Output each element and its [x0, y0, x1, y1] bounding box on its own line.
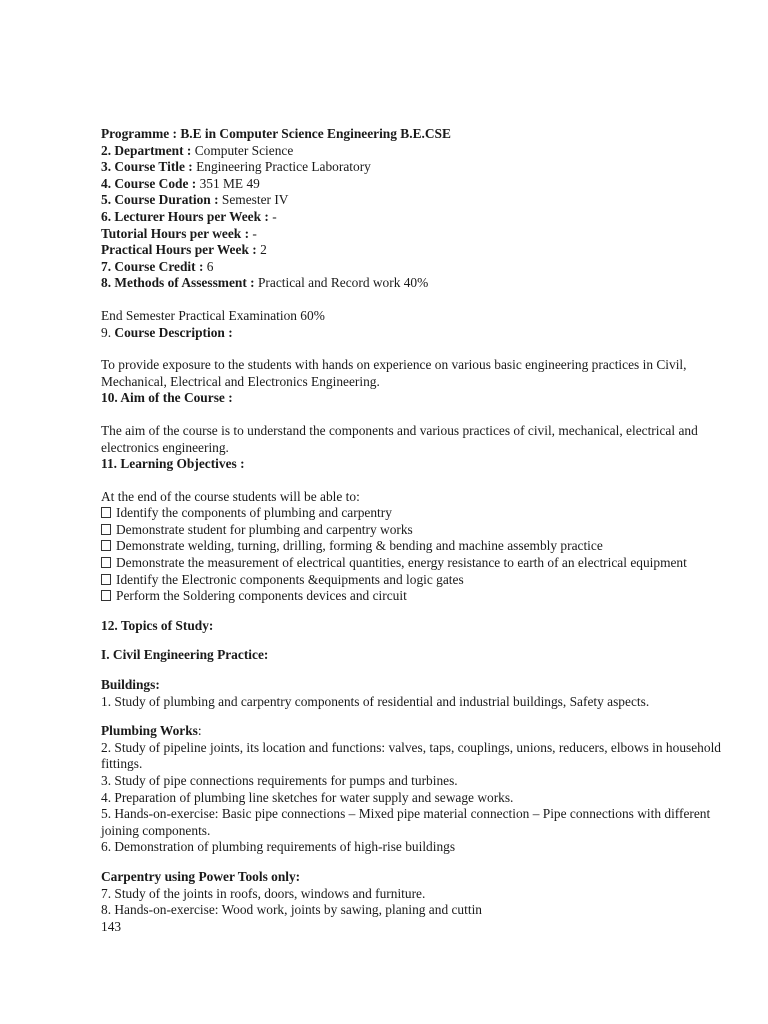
topic-item: 3. Study of pipe connections requirements for pumps and turbines. [101, 773, 458, 788]
topic-item: 8. Hands-on-exercise: Wood work, joints by sawing, planing and cuttin [101, 902, 482, 918]
objective-text: Demonstrate welding, turning, drilling, forming & bending and machine assembly practice [116, 538, 603, 554]
assessment-value: Practical and Record work 40% [257, 275, 429, 291]
aim-heading [101, 390, 741, 407]
course-credit-value: 6 [206, 258, 214, 274]
course-duration-line [101, 192, 741, 209]
objective-item [101, 522, 741, 539]
objective-text: Demonstrate the measurement of electrical quantities, energy resistance to earth of an electrical equipment [116, 555, 687, 571]
objective-item [101, 588, 741, 605]
course-code-label: 4. Course Code : [101, 175, 197, 191]
page-number: 143 [101, 918, 122, 934]
lecturer-hours-label: 6. Lecturer Hours per Week : [101, 208, 269, 224]
topics-heading [101, 618, 741, 635]
topic-item: 7. Study of the joints in roofs, doors, windows and furniture. [101, 885, 426, 901]
course-duration-label: 5. Course Duration : [101, 192, 219, 208]
programme-label: Programme : [101, 126, 177, 141]
course-credit-label: 7. Course Credit : [101, 258, 204, 274]
objective-text: Perform the Soldering components devices and circuit [116, 588, 407, 604]
checkbox-bullet-icon [101, 507, 111, 518]
checkbox-bullet-icon [101, 574, 111, 585]
topic-item: 1. Study of plumbing and carpentry components of residential and industrial buildings, Safety aspects. [101, 693, 650, 709]
objectives-intro: At the end of the course students will be able to: [101, 488, 360, 504]
course-title-label: 3. Course Title : [101, 159, 193, 175]
course-title-value: Engineering Practice Laboratory [196, 159, 371, 175]
end-semester-line: End Semester Practical Examination 60% [101, 307, 325, 323]
plumbing-label: Plumbing Works [101, 723, 198, 739]
objectives-label: 11. Learning Objectives : [101, 456, 245, 472]
objective-item [101, 555, 741, 572]
checkbox-bullet-icon [101, 540, 111, 551]
programme-line [101, 126, 741, 143]
document-page [101, 126, 741, 935]
tutorial-hours-label: Tutorial Hours per week : [101, 225, 250, 241]
tutorial-hours-line [101, 226, 741, 243]
objective-item [101, 505, 741, 522]
objective-text: Identify the Electronic components &equipments and logic gates [116, 571, 464, 587]
practical-hours-line [101, 242, 741, 259]
description-label: Course Description : [114, 324, 233, 340]
tutorial-hours-value: - [252, 225, 257, 241]
department-line [101, 143, 741, 160]
topic-item: 6. Demonstration of plumbing requirements of high-rise buildings [101, 839, 456, 855]
checkbox-bullet-icon [101, 590, 111, 601]
plumbing-heading [101, 723, 741, 740]
description-heading [101, 325, 741, 342]
buildings-heading [101, 677, 741, 694]
practical-hours-value: 2 [260, 242, 267, 258]
civil-label: I. Civil Engineering Practice: [101, 647, 269, 663]
topics-label: 12. Topics of Study: [101, 617, 214, 633]
lecturer-hours-line [101, 209, 741, 226]
objective-text: Identify the components of plumbing and carpentry [116, 505, 392, 521]
checkbox-bullet-icon [101, 557, 111, 568]
checkbox-bullet-icon [101, 524, 111, 535]
course-title-line [101, 159, 741, 176]
objectives-heading [101, 456, 741, 473]
programme-value: B.E in Computer Science Engineering B.E.CSE [180, 126, 451, 141]
assessment-line [101, 275, 741, 292]
course-code-line [101, 176, 741, 193]
assessment-label: 8. Methods of Assessment : [101, 275, 255, 291]
lecturer-hours-value: - [272, 208, 277, 224]
aim-text: The aim of the course is to understand the components and various practices of civil, mechanical, electrical and electronics engineering. [101, 422, 698, 455]
aim-label: 10. Aim of the Course : [101, 390, 233, 406]
civil-heading [101, 647, 741, 664]
objective-item [101, 572, 741, 589]
topic-item: 4. Preparation of plumbing line sketches for water supply and sewage works. [101, 789, 514, 805]
description-number: 9. [101, 324, 112, 340]
course-duration-value: Semester IV [221, 192, 289, 208]
topic-item: 2. Study of pipeline joints, its location and functions: valves, taps, couplings, unions, reducers, elbows in household fittings. [101, 739, 721, 772]
course-credit-line [101, 259, 741, 276]
description-text: To provide exposure to the students with hands on experience on various basic engineering practices in Civil, Mechanical, Electrical and Electronics Engineering. [101, 357, 687, 389]
buildings-label: Buildings: [101, 677, 160, 693]
plumbing-colon: : [197, 723, 202, 739]
objective-text: Demonstrate student for plumbing and carpentry works [116, 521, 413, 537]
carpentry-heading [101, 869, 741, 886]
department-label: 2. Department : [101, 142, 192, 158]
objective-item [101, 538, 741, 555]
carpentry-label: Carpentry using Power Tools only: [101, 868, 301, 884]
topic-item: 5. Hands-on-exercise: Basic pipe connections – Mixed pipe material connection – Pipe connections with different joining components. [101, 806, 711, 838]
department-value: Computer Science [194, 142, 294, 158]
practical-hours-label: Practical Hours per Week : [101, 242, 257, 258]
course-code-value: 351 ME 49 [199, 175, 260, 191]
